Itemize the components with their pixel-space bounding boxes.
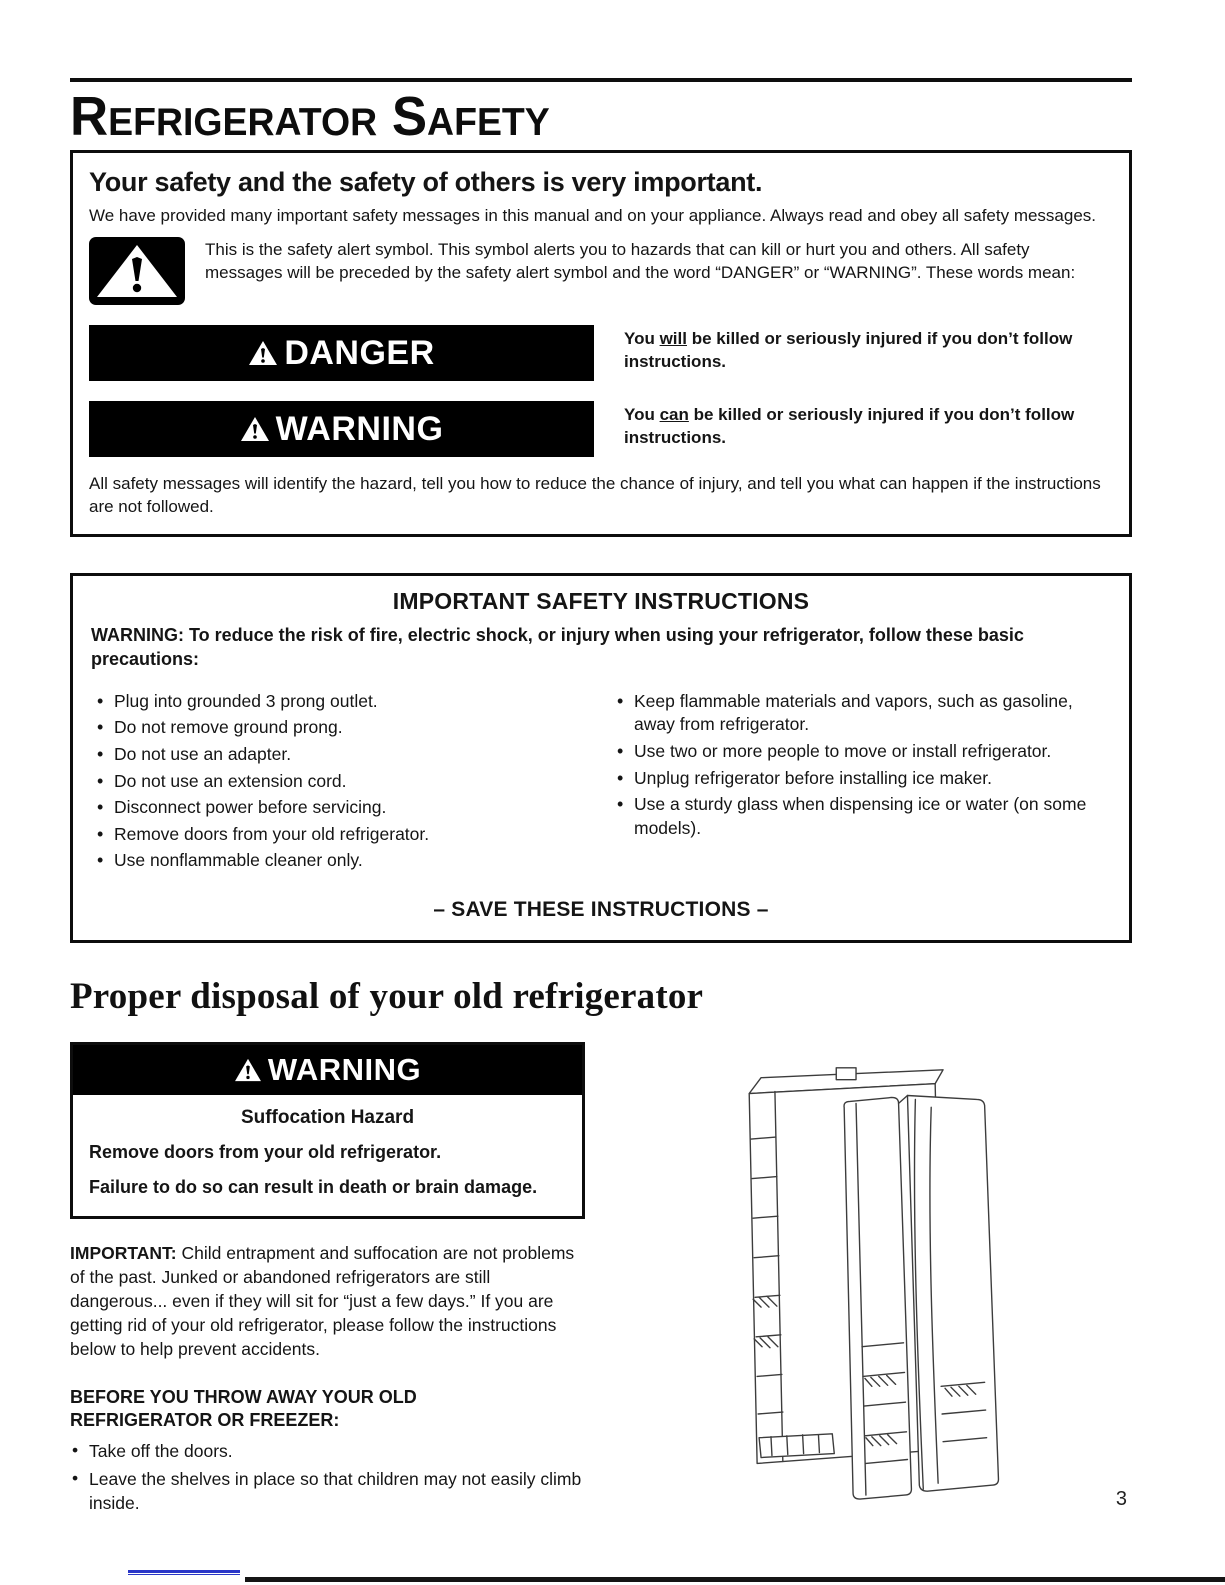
page-content — [70, 0, 1132, 1519]
suffocation-warning-body — [73, 1095, 582, 1216]
important-body: Child entrapment and suffocation are not problems of the past. Junked or abandoned refrigerators are still dangerous... even if they will sit for “just a few days.” If you are getting rid of your old refrigerator, please follow the instructions below to help prevent accidents. — [70, 1242, 575, 1360]
list-item: • Leave the shelves in place so that children may not easily climb inside. — [70, 1468, 585, 1515]
list-item: • Do not use an adapter. — [95, 743, 615, 767]
important-paragraph — [70, 1241, 585, 1362]
important-label: IMPORTANT: — [70, 1242, 177, 1263]
list-item: • Use nonflammable cleaner only. — [95, 849, 615, 873]
page-title: Refrigerator Safety — [70, 85, 550, 147]
suffocation-warning-label: WARNING — [267, 1052, 422, 1088]
hazard-line-2: Failure to do so can result in death or brain damage. — [89, 1177, 538, 1198]
danger-statement — [624, 325, 1111, 374]
warning-row — [89, 401, 1111, 457]
danger-statement-emphasis: will — [659, 329, 687, 349]
danger-banner — [89, 325, 594, 381]
safety-alert-icon — [89, 237, 185, 305]
hazard-line-1: Remove doors from your old refrigerator. — [89, 1142, 442, 1163]
refrigerator-doors-removed-illustration — [694, 1050, 1024, 1505]
disposal-columns — [70, 1042, 1132, 1519]
list-item: • Plug into grounded 3 prong outlet. — [95, 690, 615, 714]
warning-triangle-icon — [248, 340, 278, 367]
suffocation-warning-box — [70, 1042, 585, 1219]
warning-statement-emphasis: can — [659, 405, 689, 425]
suffocation-warning-banner — [73, 1045, 582, 1095]
instructions-warning-body: To reduce the risk of fire, electric shock, or injury when using your refrigerator, follow these basic precautions: — [91, 625, 1024, 670]
warning-triangle-icon — [240, 416, 270, 443]
list-item: • Do not remove ground prong. — [95, 716, 615, 740]
hazard-title: Suffocation Hazard — [240, 1107, 415, 1129]
warning-banner — [89, 401, 594, 457]
safety-box-heading: Your safety and the safety of others is very important. — [89, 166, 763, 197]
page-number: 3 — [1115, 1488, 1127, 1510]
precautions-right-list — [615, 690, 1111, 876]
danger-banner-label: DANGER — [284, 333, 435, 372]
warning-statement — [624, 401, 1111, 450]
save-instructions-line: – SAVE THESE INSTRUCTIONS – — [433, 898, 769, 922]
before-throw-away-heading: BEFORE YOU THROW AWAY YOUR OLD REFRIGERATOR OR FREEZER: — [70, 1386, 417, 1430]
top-divider — [70, 78, 1132, 82]
bottom-divider — [245, 1577, 1225, 1582]
disposal-right-column — [585, 1042, 1132, 1505]
danger-statement-pre: You — [624, 329, 660, 349]
safety-closing-paragraph: All safety messages will identify the hazard, tell you how to reduce the chance of injury, and tell you what can happen if the instructions are not followed. — [89, 474, 1101, 516]
list-item: • Unplug refrigerator before installing ice maker. — [615, 767, 1111, 791]
list-item: • Keep flammable materials and vapors, such as gasoline, away from refrigerator. — [615, 690, 1111, 737]
warning-banner-label: WARNING — [275, 409, 444, 448]
important-instructions-box — [70, 573, 1132, 943]
before-throw-away-list — [70, 1440, 585, 1515]
alert-symbol-paragraph: This is the safety alert symbol. This symbol alerts you to hazards that can kill or hurt you and others. All safety messages will be preceded by the safety alert symbol and the word “DANGER” or “WARNING”. These words mean: — [205, 240, 1076, 282]
alert-symbol-row — [89, 237, 1111, 305]
danger-row — [89, 325, 1111, 381]
precautions-left-list — [95, 690, 615, 876]
list-item: • Use a sturdy glass when dispensing ice or water (on some models). — [615, 793, 1111, 840]
instructions-warning-lead — [91, 623, 1111, 672]
instructions-heading: IMPORTANT SAFETY INSTRUCTIONS — [392, 588, 810, 615]
list-item: • Remove doors from your old refrigerator. — [95, 823, 615, 847]
list-item: • Take off the doors. — [70, 1440, 585, 1464]
disposal-section-heading: Proper disposal of your old refrigerator — [70, 976, 704, 1018]
disposal-left-column — [70, 1042, 585, 1519]
warning-triangle-icon — [234, 1058, 262, 1083]
warning-statement-pre: You — [624, 405, 660, 425]
scan-artifact-blue-line — [128, 1570, 240, 1573]
instructions-warning-label: WARNING: — [91, 625, 184, 646]
danger-statement-post: be killed or seriously injured if you don’t follow instructions. — [624, 329, 1073, 372]
list-item: • Disconnect power before servicing. — [95, 796, 615, 820]
list-item: • Use two or more people to move or install refrigerator. — [615, 740, 1111, 764]
precautions-columns — [91, 690, 1111, 876]
warning-statement-post: be killed or seriously injured if you don’t follow instructions. — [624, 405, 1075, 448]
safety-overview-box — [70, 150, 1132, 537]
list-item: • Do not use an extension cord. — [95, 770, 615, 794]
safety-intro-paragraph: We have provided many important safety messages in this manual and on your appliance. Always read and obey all safety messages. — [89, 205, 1097, 225]
